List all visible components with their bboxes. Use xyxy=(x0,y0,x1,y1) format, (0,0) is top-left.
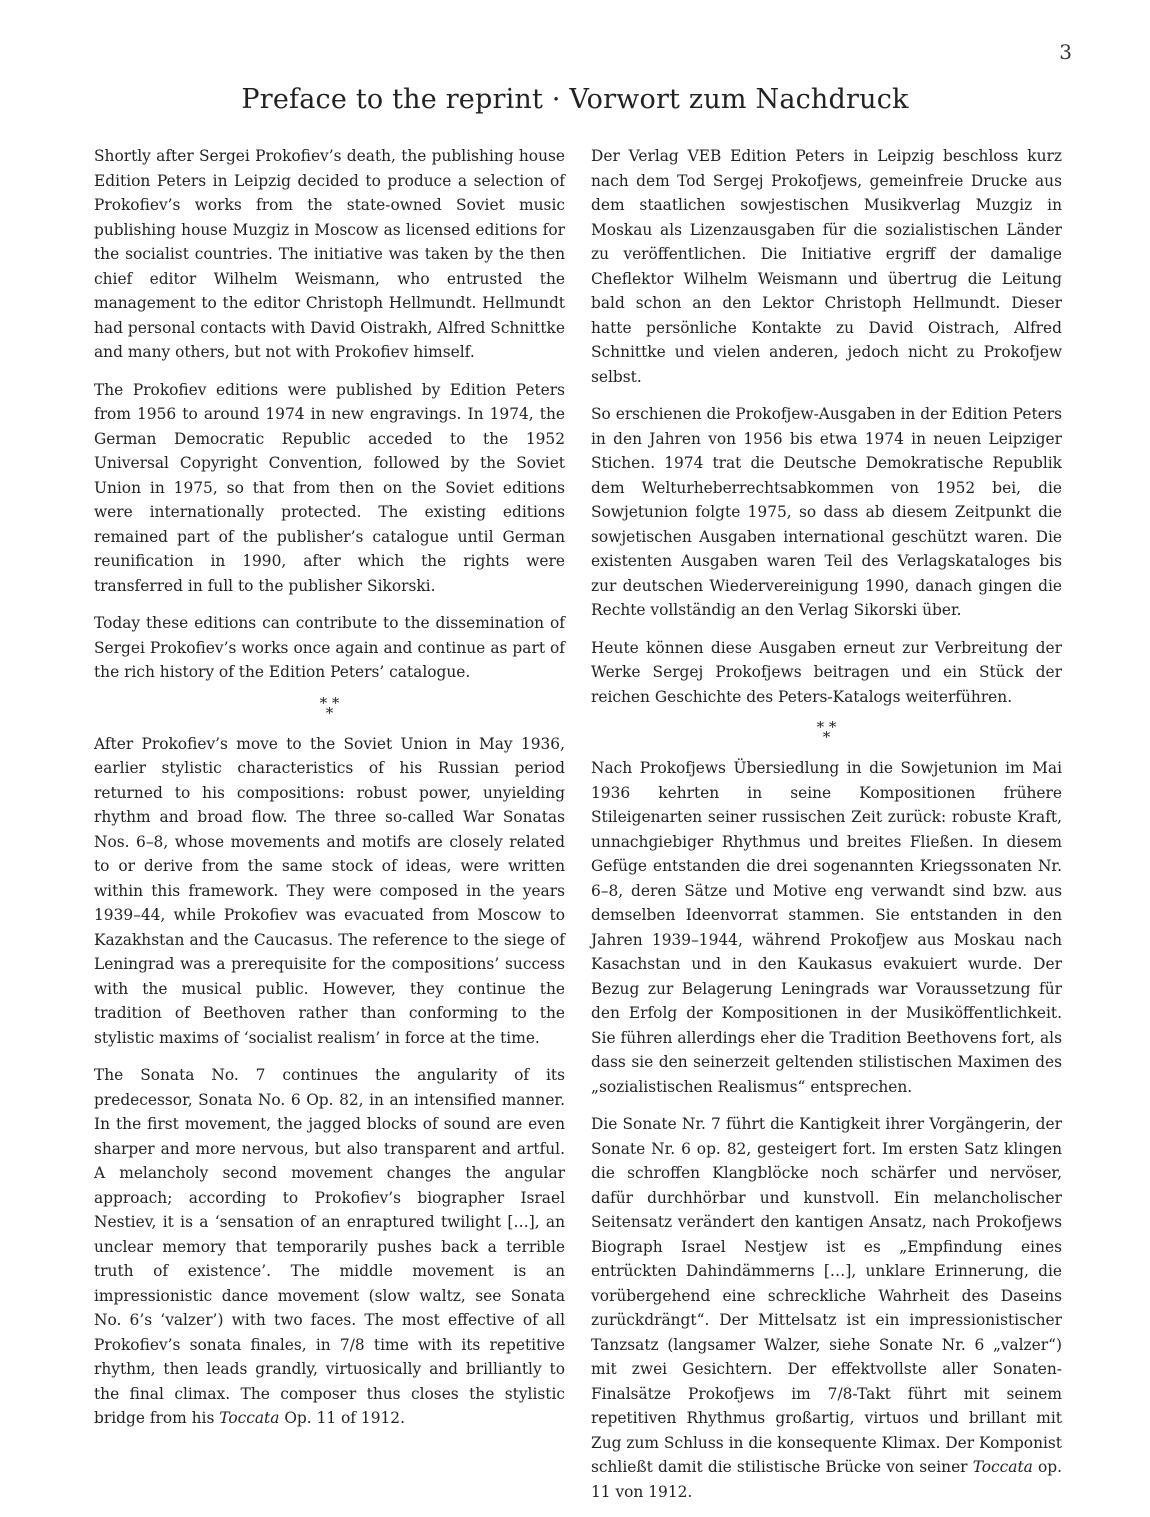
english-paragraph-4: After Prokofiev’s move to the Soviet Union in May 1936, earlier stylistic characteristics of his Russian period returned to his compositions: robust power, unyielding rhythm and broad flow. The three so-called War Sonatas Nos. 6–8, whose movements and motifs are closely related to or derive from the same stock of ideas, were written within this framework. They were composed in the years 1939–44, while Prokofiev was evacuated from Moscow to Kazakhstan and the Caucasus. The reference to the siege of Leningrad was a prerequisite for the compositions’ success with the musical public. However, they continue the tradition of Beethoven rather than conforming to the stylistic maxims of ‘socialist realism’ in force at the time. xyxy=(94,734,565,1047)
page-number: 3 xyxy=(1059,40,1072,64)
german-column xyxy=(591,144,1062,1517)
english-column xyxy=(94,144,565,1444)
work-title: Toccata xyxy=(972,1458,1033,1476)
asterism-star: * xyxy=(822,728,831,746)
asterism-star: * xyxy=(331,693,340,712)
german-paragraph-5 xyxy=(591,1112,1062,1504)
asterism-star: * xyxy=(325,703,334,722)
page-title: Preface to the reprint · Vorwort zum Nachdruck xyxy=(241,84,909,115)
german-paragraph-4: Nach Prokofjews Übersiedlung in die Sowjetunion im Mai 1936 kehrten in seine Kompositionen frühere Stileigenarten seiner russischen Zeit zurück: robuste Kraft, unnachgiebiger Rhythmus und breites Fließen. In diesem Gefüge entstanden die drei sogenannten Kriegssonaten Nr. 6–8, deren Sätze und Motive eng verwandt sind bzw. aus demselben Ideenvorrat stammen. Sie entstanden in den Jahren 1939–1944, während Prokofjew aus Moskau nach Kasachstan und in den Kaukasus evakuiert wurde. Der Bezug zur Belagerung Leningrads war Voraussetzung für den Erfolg der Kompositionen in der Musiköffentlichkeit. Sie führen allerdings eher die Tradition Beethovens fort, als dass sie den seinerzeit geltenden stilistischen Maximen des „sozialistischen Realismus“ entsprechen. xyxy=(591,759,1062,1096)
section-divider-asterism xyxy=(94,693,565,724)
paragraph-text-end: op. 11 von 1912. xyxy=(591,1458,1062,1501)
section-divider-asterism xyxy=(591,718,1062,748)
english-paragraph-1: Shortly after Sergei Prokofiev’s death, the publishing house Edition Peters in Leipzig decided to produce a selection of Prokofiev’s works from the state-owned Soviet music publishing house Muzgiz in Moscow as licensed editions for the socialist countries. The initiative was taken by the then chief editor Wilhelm Weismann, who entrusted the management to the editor Christoph Hellmundt. Hellmundt had personal contacts with David Oistrakh, Alfred Schnittke and many others, but not with Prokofiev himself. xyxy=(94,147,565,361)
asterism-star: * xyxy=(828,718,837,736)
english-paragraph-2: The Prokofiev editions were published by Edition Peters from 1956 to around 1974 in new engravings. In 1974, the German Democratic Republic acceded to the 1952 Universal Copyright Convention, followed by the Soviet Union in 1975, so that from then on the Soviet editions were internationally protected. The existing editions remained part of the publisher’s catalogue until German reunification in 1990, after which the rights were transferred in full to the publisher Sikorski. xyxy=(94,380,565,595)
german-paragraph-3: Heute können diese Ausgaben erneut zur Verbreitung der Werke Sergej Prokofjews beitragen und ein Stück der reichen Geschichte des Peters-Katalogs weiterführen. xyxy=(591,638,1062,706)
asterism-star: * xyxy=(319,693,328,712)
german-paragraph-1: Der Verlag VEB Edition Peters in Leipzig beschloss kurz nach dem Tod Sergej Prokofjews, gemeinfreie Drucke aus dem staatlichen sowjestischen Musikverlag Muzgiz in Moskau als Lizenzausgaben für die sozialistischen Länder zu veröffentlichen. Die Initiative ergriff der damalige Cheflektor Wilhelm Weismann und übertrug die Leitung bald schon an den Lektor Christoph Hellmundt. Dieser hatte persönliche Kontakte zu David Oistrach, Alfred Schnittke und vielen anderen, jedoch nicht zu Prokofjew selbst. xyxy=(591,147,1062,386)
english-paragraph-5 xyxy=(94,1063,565,1431)
paragraph-text: Die Sonate Nr. 7 führt die Kantigkeit ihrer Vorgängerin, der Sonate Nr. 6 op. 82, gesteigert fort. Im ersten Satz klingen die schroffen Klangblöcke noch schärfer und nervöser, dafür durchhörbar und kunstvoll. Ein melancholischer Seitensatz verändert den kantigen Ansatz, nach Prokofjews Biograph Israel Nestjew ist es „Empfindung eines entrückten Dahindämmerns […], unklare Erinnerung, die vorübergehend eine schreckliche Wahrheit des Daseins zurückdrängt“. Der Mittelsatz ist ein impressionistischer Tanzsatz (langsamer Walzer, siehe Sonate Nr. 6 „valzer“) mit zwei Gesichtern. Der effektvollste aller Sonaten-Finalsätze Prokofjews im 7/8-Takt führt mit seinem repetitiven Rhythmus großartig, virtuos und brillant mit Zug zum Schluss in die konsequente Klimax. Der Komponist schließt damit die stilistische Brücke von seiner xyxy=(591,1115,1062,1476)
english-paragraph-3: Today these editions can contribute to the dissemination of Sergei Prokofiev’s works once again and continue as part of the rich history of the Edition Peters’ catalogue. xyxy=(94,614,565,681)
paragraph-text-end: Op. 11 of 1912. xyxy=(284,1409,405,1427)
german-paragraph-2: So erschienen die Prokofjew-Ausgaben in der Edition Peters in den Jahren von 1956 bis etwa 1974 in neuen Leipziger Stichen. 1974 trat die Deutsche Demokratische Republik dem Welturheberrechtsabkommen von 1952 bei, die Sowjetunion folgte 1975, so dass ab diesem Zeitpunkt die sowjetischen Ausgaben international geschützt waren. Die existenten Ausgaben waren Teil des Verlagskataloges bis zur deutschen Wiedervereinigung 1990, danach gingen die Rechte vollständig an den Verlag Sikorski über. xyxy=(591,405,1062,619)
work-title: Toccata xyxy=(219,1409,280,1427)
asterism-star: * xyxy=(816,718,825,736)
paragraph-text: The Sonata No. 7 continues the angularity of its predecessor, Sonata No. 6 Op. 82, in an intensified manner. In the first movement, the jagged blocks of sound are even sharper and more nervous, but also transparent and artful. A melancholy second movement changes the angular approach; according to Prokofiev’s biographer Israel Nestiev, it is a ‘sensation of an enraptured twilight […], an unclear memory that temporarily pushes back a terrible truth of existence’. The middle movement is an impressionistic dance movement (slow waltz, see Sonata No. 6’s ‘valzer’) with two faces. The most effective of all Prokofiev’s sonata finales, in 7/8 time with its repetitive rhythm, then leads grandly, virtuosically and brilliantly to the final climax. The composer thus closes the stylistic bridge from his xyxy=(94,1066,565,1427)
